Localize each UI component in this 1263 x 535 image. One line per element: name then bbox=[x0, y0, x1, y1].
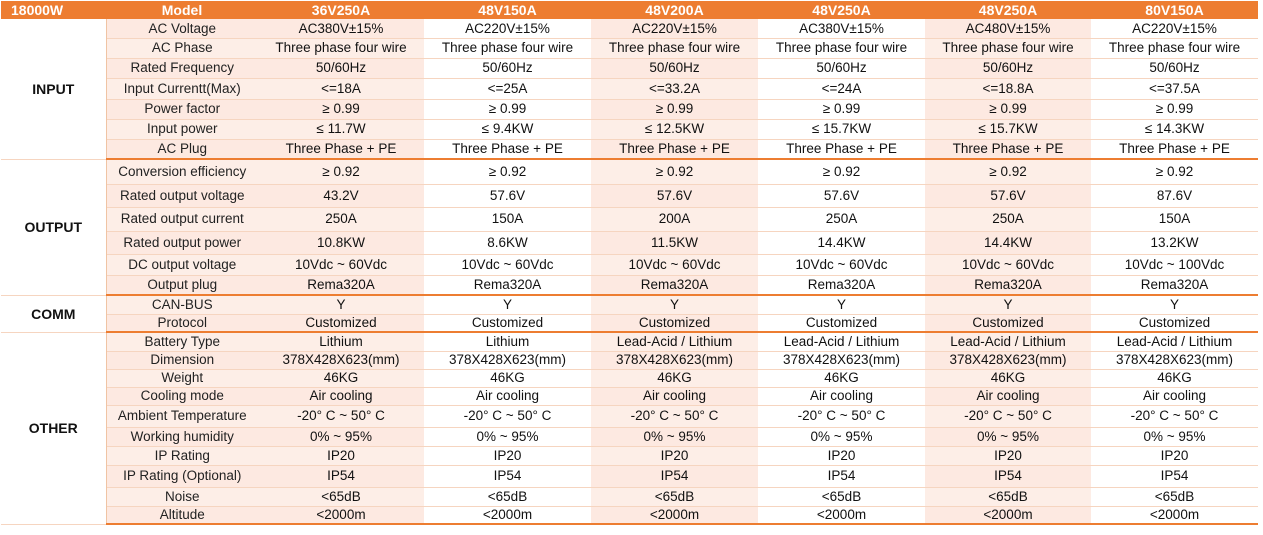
spec-value: Customized bbox=[424, 314, 591, 332]
spec-value: Y bbox=[1091, 295, 1258, 314]
spec-value: <=37.5A bbox=[1091, 78, 1258, 99]
spec-value: 0% ~ 95% bbox=[591, 427, 758, 446]
spec-label: Input power bbox=[106, 119, 258, 139]
spec-value: 87.6V bbox=[1091, 184, 1258, 207]
spec-value: ≤ 15.7KW bbox=[925, 119, 1091, 139]
spec-row bbox=[1, 506, 1258, 524]
spec-row bbox=[1, 314, 1258, 332]
spec-value: ≤ 11.7W bbox=[258, 119, 424, 139]
spec-value: 46KG bbox=[258, 369, 424, 387]
spec-value: 10Vdc ~ 60Vdc bbox=[258, 254, 424, 275]
spec-value: 8.6KW bbox=[424, 231, 591, 254]
section-label: INPUT bbox=[1, 19, 106, 159]
spec-value: <=18A bbox=[258, 78, 424, 99]
spec-value: 50/60Hz bbox=[758, 58, 925, 78]
spec-row bbox=[1, 58, 1258, 78]
spec-value: IP20 bbox=[758, 446, 925, 465]
spec-value: Customized bbox=[258, 314, 424, 332]
spec-value: 57.6V bbox=[925, 184, 1091, 207]
spec-row bbox=[1, 275, 1258, 295]
spec-value: <=18.8A bbox=[925, 78, 1091, 99]
spec-value: 10Vdc ~ 60Vdc bbox=[591, 254, 758, 275]
spec-value: ≥ 0.99 bbox=[424, 99, 591, 119]
spec-value: Lead-Acid / Lithium bbox=[758, 332, 925, 351]
spec-value: -20° C ~ 50° C bbox=[758, 405, 925, 427]
spec-row bbox=[1, 387, 1258, 405]
corner-cell: 18000W bbox=[1, 1, 106, 19]
spec-value: Air cooling bbox=[424, 387, 591, 405]
spec-value: <2000m bbox=[258, 506, 424, 524]
spec-label: Working humidity bbox=[106, 427, 258, 446]
spec-value: Three Phase + PE bbox=[758, 139, 925, 159]
spec-value: Three Phase + PE bbox=[258, 139, 424, 159]
spec-value: 46KG bbox=[424, 369, 591, 387]
spec-value: 50/60Hz bbox=[258, 58, 424, 78]
spec-value: 57.6V bbox=[424, 184, 591, 207]
spec-value: Y bbox=[758, 295, 925, 314]
spec-label: CAN-BUS bbox=[106, 295, 258, 314]
spec-value: <2000m bbox=[1091, 506, 1258, 524]
spec-value: Rema320A bbox=[591, 275, 758, 295]
spec-label: Rated output current bbox=[106, 207, 258, 231]
spec-value: IP54 bbox=[424, 465, 591, 487]
spec-label: Input Currentt(Max) bbox=[106, 78, 258, 99]
spec-row bbox=[1, 369, 1258, 387]
spec-value: 10.8KW bbox=[258, 231, 424, 254]
spec-table bbox=[1, 1, 1258, 525]
spec-value: 378X428X623(mm) bbox=[1091, 351, 1258, 369]
spec-row bbox=[1, 19, 1258, 38]
spec-value: Air cooling bbox=[1091, 387, 1258, 405]
spec-value: <2000m bbox=[424, 506, 591, 524]
spec-value: ≤ 15.7KW bbox=[758, 119, 925, 139]
spec-value: IP54 bbox=[758, 465, 925, 487]
spec-value: IP54 bbox=[591, 465, 758, 487]
spec-value: 50/60Hz bbox=[424, 58, 591, 78]
spec-value: 14.4KW bbox=[925, 231, 1091, 254]
spec-value: AC380V±15% bbox=[258, 19, 424, 38]
spec-value: 378X428X623(mm) bbox=[258, 351, 424, 369]
spec-value: <65dB bbox=[925, 487, 1091, 506]
spec-row bbox=[1, 159, 1258, 184]
spec-value: Rema320A bbox=[925, 275, 1091, 295]
spec-value: Lead-Acid / Lithium bbox=[1091, 332, 1258, 351]
spec-row bbox=[1, 254, 1258, 275]
spec-value: <=24A bbox=[758, 78, 925, 99]
spec-label: Altitude bbox=[106, 506, 258, 524]
spec-value: ≤ 9.4KW bbox=[424, 119, 591, 139]
spec-value: <2000m bbox=[758, 506, 925, 524]
spec-value: Customized bbox=[758, 314, 925, 332]
spec-value: -20° C ~ 50° C bbox=[925, 405, 1091, 427]
spec-value: Rema320A bbox=[424, 275, 591, 295]
spec-value: Y bbox=[424, 295, 591, 314]
spec-label: IP Rating bbox=[106, 446, 258, 465]
spec-value: 378X428X623(mm) bbox=[925, 351, 1091, 369]
header-row bbox=[1, 1, 1258, 19]
spec-value: 200A bbox=[591, 207, 758, 231]
spec-value: IP20 bbox=[1091, 446, 1258, 465]
spec-value: <2000m bbox=[925, 506, 1091, 524]
spec-value: 43.2V bbox=[258, 184, 424, 207]
model-header: 48V250A bbox=[925, 1, 1091, 19]
spec-value: Lead-Acid / Lithium bbox=[925, 332, 1091, 351]
spec-value: Y bbox=[591, 295, 758, 314]
model-header: 48V250A bbox=[758, 1, 925, 19]
spec-value: 10Vdc ~ 60Vdc bbox=[424, 254, 591, 275]
spec-value: Rema320A bbox=[1091, 275, 1258, 295]
spec-value: ≥ 0.99 bbox=[1091, 99, 1258, 119]
spec-value: IP54 bbox=[1091, 465, 1258, 487]
model-header: 36V250A bbox=[258, 1, 424, 19]
spec-label: Noise bbox=[106, 487, 258, 506]
spec-label: Cooling mode bbox=[106, 387, 258, 405]
section-label: COMM bbox=[1, 295, 106, 332]
spec-label: Dimension bbox=[106, 351, 258, 369]
spec-value: Three Phase + PE bbox=[424, 139, 591, 159]
spec-value: ≥ 0.92 bbox=[925, 159, 1091, 184]
section-label: OUTPUT bbox=[1, 159, 106, 295]
spec-row bbox=[1, 119, 1258, 139]
spec-value: Three phase four wire bbox=[424, 38, 591, 58]
spec-row bbox=[1, 446, 1258, 465]
spec-value: IP20 bbox=[591, 446, 758, 465]
spec-value: Three phase four wire bbox=[925, 38, 1091, 58]
spec-value: <65dB bbox=[591, 487, 758, 506]
spec-value: <2000m bbox=[591, 506, 758, 524]
spec-label: IP Rating (Optional) bbox=[106, 465, 258, 487]
spec-label: AC Voltage bbox=[106, 19, 258, 38]
spec-label: Battery Type bbox=[106, 332, 258, 351]
spec-value: <=25A bbox=[424, 78, 591, 99]
spec-value: Rema320A bbox=[258, 275, 424, 295]
model-header: 48V200A bbox=[591, 1, 758, 19]
spec-value: <65dB bbox=[258, 487, 424, 506]
spec-value: Three phase four wire bbox=[258, 38, 424, 58]
spec-value: <65dB bbox=[424, 487, 591, 506]
spec-value: 50/60Hz bbox=[591, 58, 758, 78]
spec-value: 50/60Hz bbox=[925, 58, 1091, 78]
spec-value: -20° C ~ 50° C bbox=[591, 405, 758, 427]
spec-row bbox=[1, 207, 1258, 231]
spec-value: 57.6V bbox=[758, 184, 925, 207]
spec-value: Three phase four wire bbox=[591, 38, 758, 58]
spec-value: AC380V±15% bbox=[758, 19, 925, 38]
spec-value: ≥ 0.99 bbox=[758, 99, 925, 119]
spec-value: IP20 bbox=[258, 446, 424, 465]
model-header: 80V150A bbox=[1091, 1, 1258, 19]
spec-value: 10Vdc ~ 100Vdc bbox=[1091, 254, 1258, 275]
spec-label: Rated output power bbox=[106, 231, 258, 254]
spec-value: AC220V±15% bbox=[1091, 19, 1258, 38]
spec-value: Lithium bbox=[424, 332, 591, 351]
spec-value: ≥ 0.92 bbox=[258, 159, 424, 184]
spec-value: <65dB bbox=[758, 487, 925, 506]
spec-value: 0% ~ 95% bbox=[424, 427, 591, 446]
spec-label: DC output voltage bbox=[106, 254, 258, 275]
spec-value: 46KG bbox=[1091, 369, 1258, 387]
spec-value: 150A bbox=[424, 207, 591, 231]
spec-value: 13.2KW bbox=[1091, 231, 1258, 254]
spec-value: AC220V±15% bbox=[424, 19, 591, 38]
spec-value: Lithium bbox=[258, 332, 424, 351]
spec-value: 50/60Hz bbox=[1091, 58, 1258, 78]
spec-value: 0% ~ 95% bbox=[1091, 427, 1258, 446]
spec-value: 250A bbox=[758, 207, 925, 231]
spec-value: ≥ 0.99 bbox=[591, 99, 758, 119]
spec-value: ≥ 0.92 bbox=[758, 159, 925, 184]
spec-value: IP20 bbox=[925, 446, 1091, 465]
spec-value: <65dB bbox=[1091, 487, 1258, 506]
section-label: OTHER bbox=[1, 332, 106, 524]
spec-body bbox=[1, 19, 1258, 524]
spec-label: Ambient Temperature bbox=[106, 405, 258, 427]
spec-value: Y bbox=[258, 295, 424, 314]
spec-value: Three phase four wire bbox=[758, 38, 925, 58]
spec-value: Three Phase + PE bbox=[925, 139, 1091, 159]
spec-value: IP20 bbox=[424, 446, 591, 465]
spec-row bbox=[1, 351, 1258, 369]
spec-label: Weight bbox=[106, 369, 258, 387]
spec-value: 378X428X623(mm) bbox=[758, 351, 925, 369]
spec-value: 250A bbox=[258, 207, 424, 231]
spec-value: Air cooling bbox=[925, 387, 1091, 405]
spec-value: 46KG bbox=[925, 369, 1091, 387]
spec-label: Conversion efficiency bbox=[106, 159, 258, 184]
spec-row bbox=[1, 487, 1258, 506]
spec-value: Three phase four wire bbox=[1091, 38, 1258, 58]
spec-value: ≥ 0.92 bbox=[591, 159, 758, 184]
spec-value: Customized bbox=[925, 314, 1091, 332]
spec-row bbox=[1, 405, 1258, 427]
spec-value: Air cooling bbox=[591, 387, 758, 405]
spec-value: 0% ~ 95% bbox=[925, 427, 1091, 446]
spec-value: 0% ~ 95% bbox=[258, 427, 424, 446]
spec-value: 150A bbox=[1091, 207, 1258, 231]
spec-value: Air cooling bbox=[758, 387, 925, 405]
spec-row bbox=[1, 465, 1258, 487]
spec-value: Lead-Acid / Lithium bbox=[591, 332, 758, 351]
model-label: Model bbox=[106, 1, 258, 19]
spec-row bbox=[1, 427, 1258, 446]
spec-value: Rema320A bbox=[758, 275, 925, 295]
spec-value: -20° C ~ 50° C bbox=[258, 405, 424, 427]
spec-value: ≤ 14.3KW bbox=[1091, 119, 1258, 139]
spec-value: 250A bbox=[925, 207, 1091, 231]
spec-value: -20° C ~ 50° C bbox=[424, 405, 591, 427]
spec-value: 0% ~ 95% bbox=[758, 427, 925, 446]
spec-row bbox=[1, 38, 1258, 58]
spec-row bbox=[1, 99, 1258, 119]
spec-value: Three Phase + PE bbox=[591, 139, 758, 159]
spec-value: 57.6V bbox=[591, 184, 758, 207]
spec-value: ≥ 0.99 bbox=[258, 99, 424, 119]
spec-value: 11.5KW bbox=[591, 231, 758, 254]
spec-value: -20° C ~ 50° C bbox=[1091, 405, 1258, 427]
spec-value: 10Vdc ~ 60Vdc bbox=[758, 254, 925, 275]
spec-row bbox=[1, 231, 1258, 254]
spec-value: 10Vdc ~ 60Vdc bbox=[925, 254, 1091, 275]
spec-label: AC Plug bbox=[106, 139, 258, 159]
spec-label: Rated Frequency bbox=[106, 58, 258, 78]
spec-value: Customized bbox=[591, 314, 758, 332]
spec-value: Y bbox=[925, 295, 1091, 314]
spec-value: 378X428X623(mm) bbox=[591, 351, 758, 369]
spec-value: IP54 bbox=[925, 465, 1091, 487]
spec-value: Air cooling bbox=[258, 387, 424, 405]
spec-label: Rated output voltage bbox=[106, 184, 258, 207]
spec-value: ≥ 0.99 bbox=[925, 99, 1091, 119]
spec-value: AC220V±15% bbox=[591, 19, 758, 38]
spec-label: AC Phase bbox=[106, 38, 258, 58]
spec-value: 14.4KW bbox=[758, 231, 925, 254]
spec-value: IP54 bbox=[258, 465, 424, 487]
spec-value: 46KG bbox=[758, 369, 925, 387]
spec-value: AC480V±15% bbox=[925, 19, 1091, 38]
spec-row bbox=[1, 184, 1258, 207]
model-header: 48V150A bbox=[424, 1, 591, 19]
spec-value: ≥ 0.92 bbox=[424, 159, 591, 184]
spec-value: ≥ 0.92 bbox=[1091, 159, 1258, 184]
spec-row bbox=[1, 78, 1258, 99]
spec-value: Customized bbox=[1091, 314, 1258, 332]
spec-value: 46KG bbox=[591, 369, 758, 387]
spec-value: Three Phase + PE bbox=[1091, 139, 1258, 159]
spec-label: Power factor bbox=[106, 99, 258, 119]
spec-value: 378X428X623(mm) bbox=[424, 351, 591, 369]
spec-row bbox=[1, 295, 1258, 314]
spec-value: ≤ 12.5KW bbox=[591, 119, 758, 139]
spec-label: Protocol bbox=[106, 314, 258, 332]
spec-value: <=33.2A bbox=[591, 78, 758, 99]
spec-label: Output plug bbox=[106, 275, 258, 295]
spec-row bbox=[1, 139, 1258, 159]
spec-row bbox=[1, 332, 1258, 351]
